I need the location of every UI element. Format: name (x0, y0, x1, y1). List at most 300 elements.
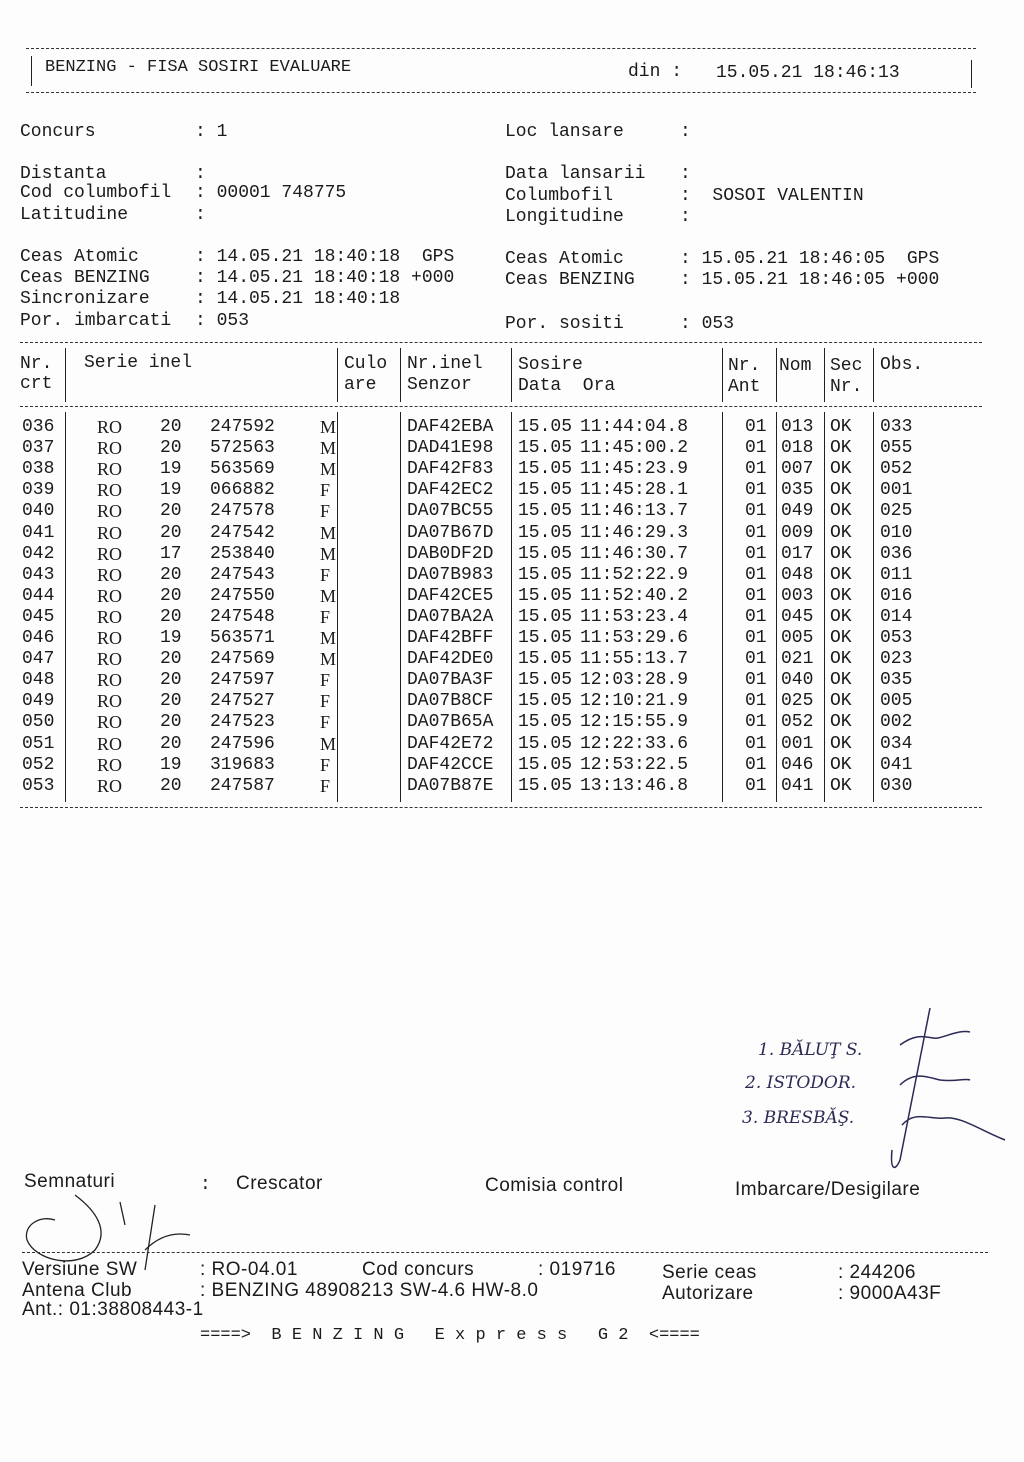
sex: M (320, 438, 337, 459)
info-label: Por. sositi (505, 314, 624, 334)
antenna-line: Ant.: 01:38808443-1 (22, 1299, 204, 1320)
info-value: : (195, 164, 206, 184)
info-label: Sincronizare (20, 289, 150, 309)
header-top-border (26, 48, 976, 49)
arrival-date: 15.05 (518, 670, 573, 691)
sensor-id: DAF42EBA (407, 417, 494, 437)
info-value: : 1 (195, 122, 228, 142)
info-label: Loc lansare (505, 122, 624, 142)
arrival-date: 15.05 (518, 564, 573, 585)
antenna-nr: 01 (745, 691, 767, 712)
arrival-time: 11:52:40.2 (580, 585, 689, 606)
arrival-date: 15.05 (518, 649, 573, 670)
ring-year: 20 (160, 564, 182, 585)
column-separator (511, 412, 512, 802)
column-separator (873, 412, 874, 802)
sensor-id: DA07B67D (407, 522, 494, 543)
column-separator (511, 348, 512, 402)
sec-status: OK (830, 691, 852, 712)
column-separator (65, 348, 66, 402)
header-right-border (971, 60, 972, 88)
ring-number: 247578 (210, 501, 275, 522)
antenna-nr: 01 (745, 459, 767, 480)
row-nr: 037 (22, 438, 55, 459)
column-separator (873, 348, 874, 402)
arrival-date: 15.05 (518, 712, 573, 733)
signatures-colon: : (200, 1175, 211, 1195)
sec-status: OK (830, 564, 852, 585)
arrival-date: 15.05 (518, 417, 573, 437)
sec-status: OK (830, 775, 852, 796)
ring-country: RO (97, 712, 123, 733)
ring-country: RO (97, 501, 123, 522)
ring-year: 20 (160, 501, 182, 522)
row-nr: 044 (22, 585, 55, 606)
header-bottom-border (26, 92, 976, 93)
obs: 052 (880, 459, 913, 480)
handwritten-name: 1. BĂLUŢ S. (758, 1040, 863, 1060)
obs: 030 (880, 775, 913, 796)
info-value: : (680, 207, 691, 227)
info-value: : 14.05.21 18:40:18 GPS (195, 247, 455, 267)
sensor-id: DA07B983 (407, 564, 494, 585)
sex: F (320, 754, 331, 775)
sensor-id: DA07B8CF (407, 691, 494, 712)
arrival-date: 15.05 (518, 522, 573, 543)
obs: 001 (880, 480, 913, 501)
info-label: Distanta (20, 164, 107, 184)
antenna-nr: 01 (745, 564, 767, 585)
row-nr: 043 (22, 564, 55, 585)
nom: 049 (781, 501, 814, 522)
info-label: Ceas Atomic (20, 247, 139, 267)
col-header-culo: Culo (344, 354, 388, 374)
sex: F (320, 606, 331, 627)
antenna-nr: 01 (745, 712, 767, 733)
date-label: din : (628, 62, 683, 82)
obs: 035 (880, 670, 913, 691)
ring-number: 247527 (210, 691, 275, 712)
antenna-nr: 01 (745, 480, 767, 501)
cod-concurs-label: Cod concurs (362, 1259, 475, 1280)
ring-year: 20 (160, 649, 182, 670)
antena-value: : BENZING 48908213 SW-4.6 HW-8.0 (200, 1280, 539, 1301)
sec-status: OK (830, 417, 852, 437)
sensor-id: DAD41E98 (407, 438, 494, 459)
print-datetime: 15.05.21 18:46:13 (716, 63, 900, 83)
obs: 036 (880, 543, 913, 564)
antenna-nr: 01 (745, 649, 767, 670)
column-separator (337, 348, 338, 402)
ring-country: RO (97, 522, 123, 543)
info-value: : 14.05.21 18:40:18 (195, 289, 401, 309)
ring-country: RO (97, 459, 123, 480)
ring-year: 20 (160, 670, 182, 691)
nom: 013 (781, 417, 814, 437)
arrival-date: 15.05 (518, 543, 573, 564)
sec-status: OK (830, 606, 852, 627)
antenna-nr: 01 (745, 585, 767, 606)
row-nr: 042 (22, 543, 55, 564)
ring-number: 247597 (210, 670, 275, 691)
ring-year: 17 (160, 543, 182, 564)
obs: 010 (880, 522, 913, 543)
ring-year: 19 (160, 480, 182, 501)
arrival-time: 13:13:46.8 (580, 775, 689, 796)
ring-number: 247523 (210, 712, 275, 733)
sex: M (320, 459, 337, 480)
ring-year: 19 (160, 754, 182, 775)
table-bottom-rule (20, 807, 982, 808)
row-nr: 050 (22, 712, 55, 733)
ring-year: 20 (160, 417, 182, 437)
sex: F (320, 501, 331, 522)
ring-number: 563569 (210, 459, 275, 480)
ring-year: 20 (160, 691, 182, 712)
arrival-time: 11:45:23.9 (580, 459, 689, 480)
sex: F (320, 775, 331, 796)
obs: 011 (880, 564, 913, 585)
ring-country: RO (97, 775, 123, 796)
obs: 016 (880, 585, 913, 606)
signature-comisia: Comisia control (485, 1175, 624, 1196)
arrival-date: 15.05 (518, 754, 573, 775)
sensor-id: DA07BA3F (407, 670, 494, 691)
col-header-sosire: Sosire (518, 355, 583, 375)
sec-status: OK (830, 649, 852, 670)
arrival-time: 12:15:55.9 (580, 712, 689, 733)
serie-ceas-label: Serie ceas (662, 1262, 757, 1283)
col-header-are: are (344, 375, 377, 395)
arrival-date: 15.05 (518, 501, 573, 522)
arrival-time: 11:55:13.7 (580, 649, 689, 670)
ring-country: RO (97, 564, 123, 585)
signature-crescator: Crescator (236, 1173, 323, 1194)
obs: 002 (880, 712, 913, 733)
brand-line: ====> B E N Z I N G E x p r e s s G 2 <==== (200, 1326, 700, 1345)
column-separator (337, 412, 338, 802)
row-nr: 041 (22, 522, 55, 543)
antenna-nr: 01 (745, 522, 767, 543)
ring-number: 572563 (210, 438, 275, 459)
column-separator (776, 348, 777, 402)
arrival-time: 12:03:28.9 (580, 670, 689, 691)
obs: 014 (880, 606, 913, 627)
antenna-nr: 01 (745, 670, 767, 691)
info-value: : (195, 205, 206, 225)
sec-status: OK (830, 501, 852, 522)
antenna-nr: 01 (745, 438, 767, 459)
sex: M (320, 417, 337, 437)
ring-country: RO (97, 691, 123, 712)
row-nr: 039 (22, 480, 55, 501)
sex: F (320, 564, 331, 585)
sec-status: OK (830, 543, 852, 564)
handwritten-signature-committee (860, 1000, 1020, 1180)
sensor-id: DA07B65A (407, 712, 494, 733)
antenna-nr: 01 (745, 775, 767, 796)
obs: 055 (880, 438, 913, 459)
arrival-time: 11:52:22.9 (580, 564, 689, 585)
nom: 007 (781, 459, 814, 480)
cod-concurs-value: : 019716 (538, 1259, 616, 1280)
info-label: Concurs (20, 122, 96, 142)
document-title: BENZING - FISA SOSIRI EVALUARE (45, 58, 352, 77)
ring-year: 20 (160, 733, 182, 754)
versiune-label: Versiune SW (22, 1259, 138, 1280)
sensor-id: DAF42F83 (407, 459, 494, 480)
handwritten-name: 3. BRESBĂŞ. (742, 1108, 855, 1128)
arrival-time: 11:53:23.4 (580, 606, 689, 627)
sex: F (320, 712, 331, 733)
sex: M (320, 733, 337, 754)
row-nr: 040 (22, 501, 55, 522)
col-header-nrinel: Nr.inel (407, 354, 483, 374)
ring-year: 20 (160, 775, 182, 796)
ring-year: 20 (160, 438, 182, 459)
obs: 033 (880, 417, 913, 437)
arrival-time: 11:46:13.7 (580, 501, 689, 522)
info-label: Ceas BENZING (20, 268, 150, 288)
column-separator (824, 348, 825, 402)
autorizare-label: Autorizare (662, 1283, 754, 1304)
arrival-date: 15.05 (518, 585, 573, 606)
col-header-sec-nr: Nr. (830, 377, 863, 397)
column-separator (400, 348, 401, 402)
nom: 003 (781, 585, 814, 606)
sex: F (320, 480, 331, 501)
info-label: Columbofil (505, 186, 614, 206)
info-value: : 15.05.21 18:46:05 +000 (680, 270, 940, 290)
arrival-date: 15.05 (518, 733, 573, 754)
arrival-time: 11:46:30.7 (580, 543, 689, 564)
footer-rule (22, 1252, 988, 1253)
ring-number: 066882 (210, 480, 275, 501)
column-separator (824, 412, 825, 802)
table-header-rule (20, 406, 982, 407)
nom: 009 (781, 522, 814, 543)
nom: 035 (781, 480, 814, 501)
arrival-date: 15.05 (518, 438, 573, 459)
sex: F (320, 691, 331, 712)
serie-ceas-value: : 244206 (838, 1262, 916, 1283)
sensor-id: DAB0DF2D (407, 543, 494, 564)
ring-number: 563571 (210, 628, 275, 648)
ring-country: RO (97, 438, 123, 459)
info-value: : 053 (195, 311, 250, 331)
nom: 018 (781, 438, 814, 459)
sec-status: OK (830, 712, 852, 733)
sec-status: OK (830, 459, 852, 480)
nom: 052 (781, 712, 814, 733)
info-label: Por. imbarcati (20, 311, 172, 331)
nom: 045 (781, 606, 814, 627)
obs: 025 (880, 501, 913, 522)
arrival-date: 15.05 (518, 459, 573, 480)
sensor-id: DAF42BFF (407, 628, 494, 648)
table-top-rule (20, 342, 982, 343)
col-header-crt: crt (20, 374, 53, 394)
info-label: Ceas BENZING (505, 270, 635, 290)
row-nr: 045 (22, 606, 55, 627)
info-label: Data lansarii (505, 164, 646, 184)
obs: 023 (880, 649, 913, 670)
ring-year: 20 (160, 712, 182, 733)
sec-status: OK (830, 670, 852, 691)
ring-number: 247543 (210, 564, 275, 585)
arrival-time: 11:45:28.1 (580, 480, 689, 501)
col-header-data-ora: Data Ora (518, 376, 616, 396)
ring-year: 20 (160, 585, 182, 606)
sec-status: OK (830, 628, 852, 648)
ring-year: 19 (160, 628, 182, 648)
arrival-time: 12:53:22.5 (580, 754, 689, 775)
arrival-date: 15.05 (518, 480, 573, 501)
versiune-value: : RO-04.01 (200, 1259, 298, 1280)
info-value: : SOSOI VALENTIN (680, 186, 864, 206)
sec-status: OK (830, 480, 852, 501)
ring-year: 20 (160, 522, 182, 543)
ring-number: 247596 (210, 733, 275, 754)
nom: 046 (781, 754, 814, 775)
nom: 040 (781, 670, 814, 691)
row-nr: 051 (22, 733, 55, 754)
antenna-nr: 01 (745, 628, 767, 648)
antena-label: Antena Club (22, 1280, 133, 1301)
col-header-nr: Nr. (20, 354, 53, 374)
handwritten-name: 2. ISTODOR. (745, 1073, 857, 1093)
ring-country: RO (97, 733, 123, 754)
header-left-border (31, 56, 32, 86)
autorizare-value: : 9000A43F (838, 1283, 942, 1304)
obs: 005 (880, 691, 913, 712)
sec-status: OK (830, 754, 852, 775)
ring-country: RO (97, 628, 123, 648)
ring-year: 20 (160, 606, 182, 627)
ring-country: RO (97, 417, 123, 437)
arrival-date: 15.05 (518, 691, 573, 712)
antenna-nr: 01 (745, 543, 767, 564)
info-label: Longitudine (505, 207, 624, 227)
sex: M (320, 649, 337, 670)
sensor-id: DA07BC55 (407, 501, 494, 522)
column-separator (776, 412, 777, 802)
arrival-time: 12:10:21.9 (580, 691, 689, 712)
sex: F (320, 670, 331, 691)
arrival-date: 15.05 (518, 606, 573, 627)
sensor-id: DA07BA2A (407, 606, 494, 627)
arrival-time: 11:53:29.6 (580, 628, 689, 648)
ring-country: RO (97, 754, 123, 775)
info-value: : 00001 748775 (195, 183, 347, 203)
arrival-time: 11:44:04.8 (580, 417, 689, 437)
nom: 001 (781, 733, 814, 754)
sensor-id: DA07B87E (407, 775, 494, 796)
ring-number: 247542 (210, 522, 275, 543)
ring-country: RO (97, 480, 123, 501)
sex: M (320, 628, 337, 648)
row-nr: 053 (22, 775, 55, 796)
sex: M (320, 543, 337, 564)
sex: M (320, 522, 337, 543)
arrival-time: 11:45:00.2 (580, 438, 689, 459)
arrival-time: 11:46:29.3 (580, 522, 689, 543)
antenna-nr: 01 (745, 754, 767, 775)
info-value: : 053 (680, 314, 735, 334)
signatures-label: Semnaturi (24, 1171, 116, 1192)
row-nr: 036 (22, 417, 55, 437)
nom: 005 (781, 628, 814, 648)
sec-status: OK (830, 733, 852, 754)
sensor-id: DAF42CCE (407, 754, 494, 775)
ring-number: 247550 (210, 585, 275, 606)
ring-year: 19 (160, 459, 182, 480)
col-header-nom: Nom (779, 356, 812, 376)
col-header-nr-ant: Nr. (728, 356, 761, 376)
ring-country: RO (97, 606, 123, 627)
antenna-nr: 01 (745, 417, 767, 437)
nom: 041 (781, 775, 814, 796)
ring-number: 247569 (210, 649, 275, 670)
sensor-id: DAF42DE0 (407, 649, 494, 670)
sec-status: OK (830, 522, 852, 543)
info-label: Cod columbofil (20, 183, 172, 203)
antenna-nr: 01 (745, 733, 767, 754)
column-separator (65, 412, 66, 802)
ring-number: 319683 (210, 754, 275, 775)
sensor-id: DAF42EC2 (407, 480, 494, 501)
arrival-date: 15.05 (518, 775, 573, 796)
ring-country: RO (97, 585, 123, 606)
row-nr: 038 (22, 459, 55, 480)
sensor-id: DAF42CE5 (407, 585, 494, 606)
col-header-sec: Sec (830, 356, 863, 376)
sec-status: OK (830, 438, 852, 459)
sec-status: OK (830, 585, 852, 606)
row-nr: 048 (22, 670, 55, 691)
row-nr: 052 (22, 754, 55, 775)
ring-country: RO (97, 543, 123, 564)
antenna-nr: 01 (745, 606, 767, 627)
col-header-obs: Obs. (880, 355, 924, 375)
column-separator (722, 348, 723, 402)
info-value: : (680, 164, 691, 184)
obs: 053 (880, 628, 913, 648)
ring-number: 247592 (210, 417, 275, 437)
col-header-serie: Serie inel (84, 353, 193, 373)
obs: 041 (880, 754, 913, 775)
info-value: : (680, 122, 691, 142)
nom: 021 (781, 649, 814, 670)
col-header-ant: Ant (728, 377, 761, 397)
arrival-time: 12:22:33.6 (580, 733, 689, 754)
sensor-id: DAF42E72 (407, 733, 494, 754)
info-label: Latitudine (20, 205, 129, 225)
column-separator (400, 412, 401, 802)
row-nr: 049 (22, 691, 55, 712)
ring-number: 247587 (210, 775, 275, 796)
arrival-date: 15.05 (518, 628, 573, 648)
ring-number: 253840 (210, 543, 275, 564)
antenna-nr: 01 (745, 501, 767, 522)
column-separator (722, 412, 723, 802)
nom: 017 (781, 543, 814, 564)
info-value: : 15.05.21 18:46:05 GPS (680, 249, 940, 269)
signature-imbarcare: Imbarcare/Desigilare (735, 1179, 921, 1200)
sex: M (320, 585, 337, 606)
nom: 025 (781, 691, 814, 712)
col-header-senzor: Senzor (407, 375, 472, 395)
